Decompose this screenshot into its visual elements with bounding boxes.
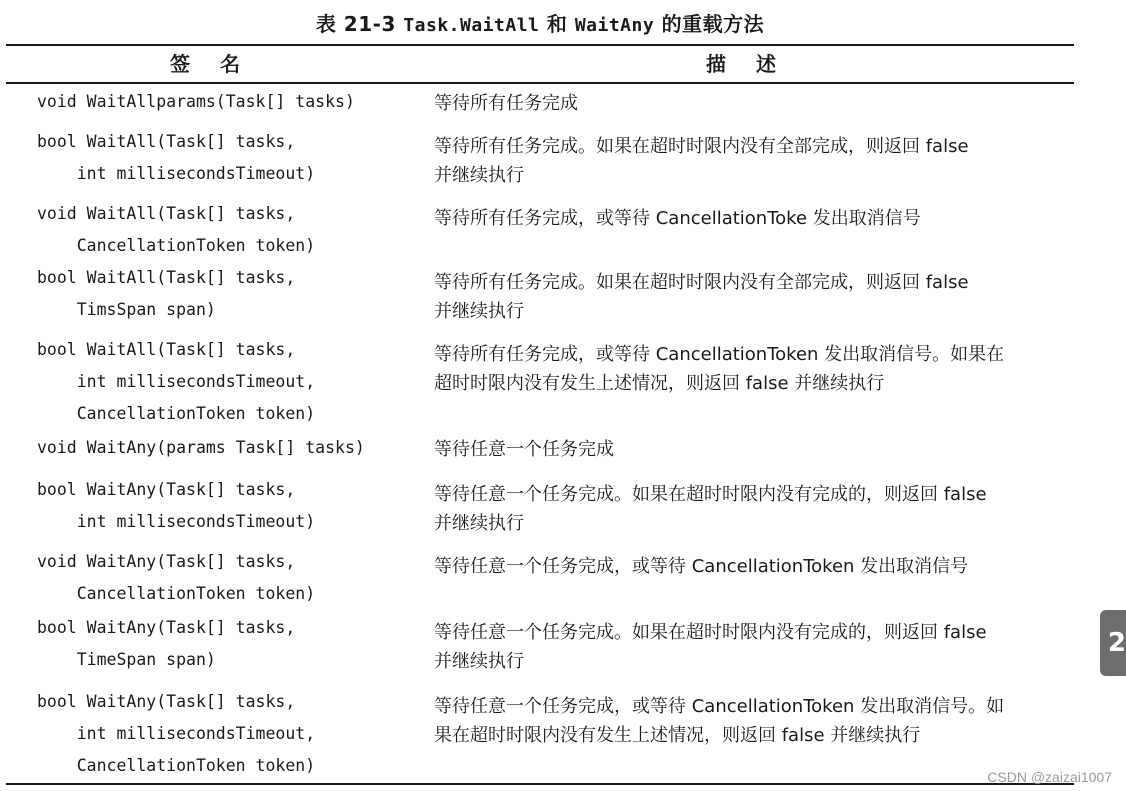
caption-code-waitall: Task.WaitAll xyxy=(403,15,540,36)
table-bottom-rule xyxy=(6,783,1074,785)
description-line: 等待所有任务完成 xyxy=(434,93,578,114)
column-header-description: 描述 xyxy=(706,52,806,76)
description-line: 等待所有任务完成，或等待 CancellationToke 发出取消信号 xyxy=(434,208,921,229)
table-top-rule xyxy=(6,44,1074,46)
method-signature xyxy=(37,198,315,262)
description-line: 并继续执行 xyxy=(434,165,524,186)
method-signature xyxy=(37,86,355,118)
signature-line: void WaitAny(params Task[] tasks) xyxy=(37,438,365,457)
caption-code-waitany: WaitAny xyxy=(574,15,655,36)
method-description xyxy=(434,268,1064,326)
signature-line: bool WaitAny(Task[] tasks, xyxy=(37,692,296,711)
description-line: 果在超时时限内没有发生上述情况，则返回 false 并继续执行 xyxy=(434,725,921,746)
caption-mid: 和 xyxy=(539,12,575,36)
signature-line: CancellationToken token) xyxy=(37,756,316,775)
signature-line: CancellationToken token) xyxy=(37,404,316,423)
method-description xyxy=(434,89,1064,118)
description-line: 等待任意一个任务完成，或等待 CancellationToken 发出取消信号 xyxy=(434,556,969,577)
caption-suffix: 的重载方法 xyxy=(654,12,765,36)
method-description xyxy=(434,618,1064,676)
method-description xyxy=(434,340,1064,398)
method-description xyxy=(434,132,1064,190)
method-signature xyxy=(37,126,315,190)
description-line: 超时时限内没有发生上述情况，则返回 false 并继续执行 xyxy=(434,373,885,394)
method-description xyxy=(434,552,1064,581)
chapter-side-tab: 2 xyxy=(1100,610,1126,676)
signature-line: void WaitAll(Task[] tasks, xyxy=(37,204,296,223)
description-line: 等待所有任务完成。如果在超时时限内没有全部完成，则返回 false xyxy=(434,272,969,293)
method-description xyxy=(434,480,1064,538)
signature-line: bool WaitAll(Task[] tasks, xyxy=(37,268,296,287)
signature-line: bool WaitAny(Task[] tasks, xyxy=(37,618,296,637)
description-line: 等待任意一个任务完成，或等待 CancellationToken 发出取消信号。如 xyxy=(434,696,1005,717)
method-description xyxy=(434,435,1064,464)
description-line: 等待任意一个任务完成。如果在超时时限内没有完成的，则返回 false xyxy=(434,622,987,643)
signature-line: int millisecondsTimeout, xyxy=(37,724,316,743)
caption-prefix: 表 21-3 xyxy=(315,12,404,36)
signature-line: TimeSpan span) xyxy=(37,650,216,669)
method-signature xyxy=(37,262,295,326)
description-line: 等待所有任务完成。如果在超时时限内没有全部完成，则返回 false xyxy=(434,136,969,157)
signature-line: bool WaitAll(Task[] tasks, xyxy=(37,132,296,151)
method-signature xyxy=(37,686,315,782)
description-line: 等待任意一个任务完成 xyxy=(434,439,614,460)
method-signature xyxy=(37,546,315,610)
method-signature xyxy=(37,612,295,676)
description-line: 并继续执行 xyxy=(434,513,524,534)
column-header-signature: 签名 xyxy=(170,52,270,76)
description-line: 并继续执行 xyxy=(434,301,524,322)
signature-line: void WaitAny(Task[] tasks, xyxy=(37,552,296,571)
signature-line: int millisecondsTimeout) xyxy=(37,164,316,183)
table-header-rule xyxy=(6,82,1074,84)
method-signature xyxy=(37,432,365,464)
signature-line: TimsSpan span) xyxy=(37,300,216,319)
signature-line: int millisecondsTimeout) xyxy=(37,512,316,531)
method-signature xyxy=(37,334,315,430)
description-line: 等待任意一个任务完成。如果在超时时限内没有完成的，则返回 false xyxy=(434,484,987,505)
description-line: 并继续执行 xyxy=(434,651,524,672)
method-signature xyxy=(37,474,315,538)
signature-line: void WaitAllparams(Task[] tasks) xyxy=(37,92,355,111)
signature-line: bool WaitAll(Task[] tasks, xyxy=(37,340,296,359)
method-description xyxy=(434,204,1064,233)
signature-line: CancellationToken token) xyxy=(37,236,316,255)
watermark: CSDN @zaizai1007 xyxy=(987,769,1112,785)
signature-line: int millisecondsTimeout, xyxy=(37,372,316,391)
signature-line: CancellationToken token) xyxy=(37,584,316,603)
method-description xyxy=(434,692,1064,750)
signature-line: bool WaitAny(Task[] tasks, xyxy=(37,480,296,499)
description-line: 等待所有任务完成，或等待 CancellationToken 发出取消信号。如果在 xyxy=(434,344,1005,365)
table-caption xyxy=(0,8,1080,37)
